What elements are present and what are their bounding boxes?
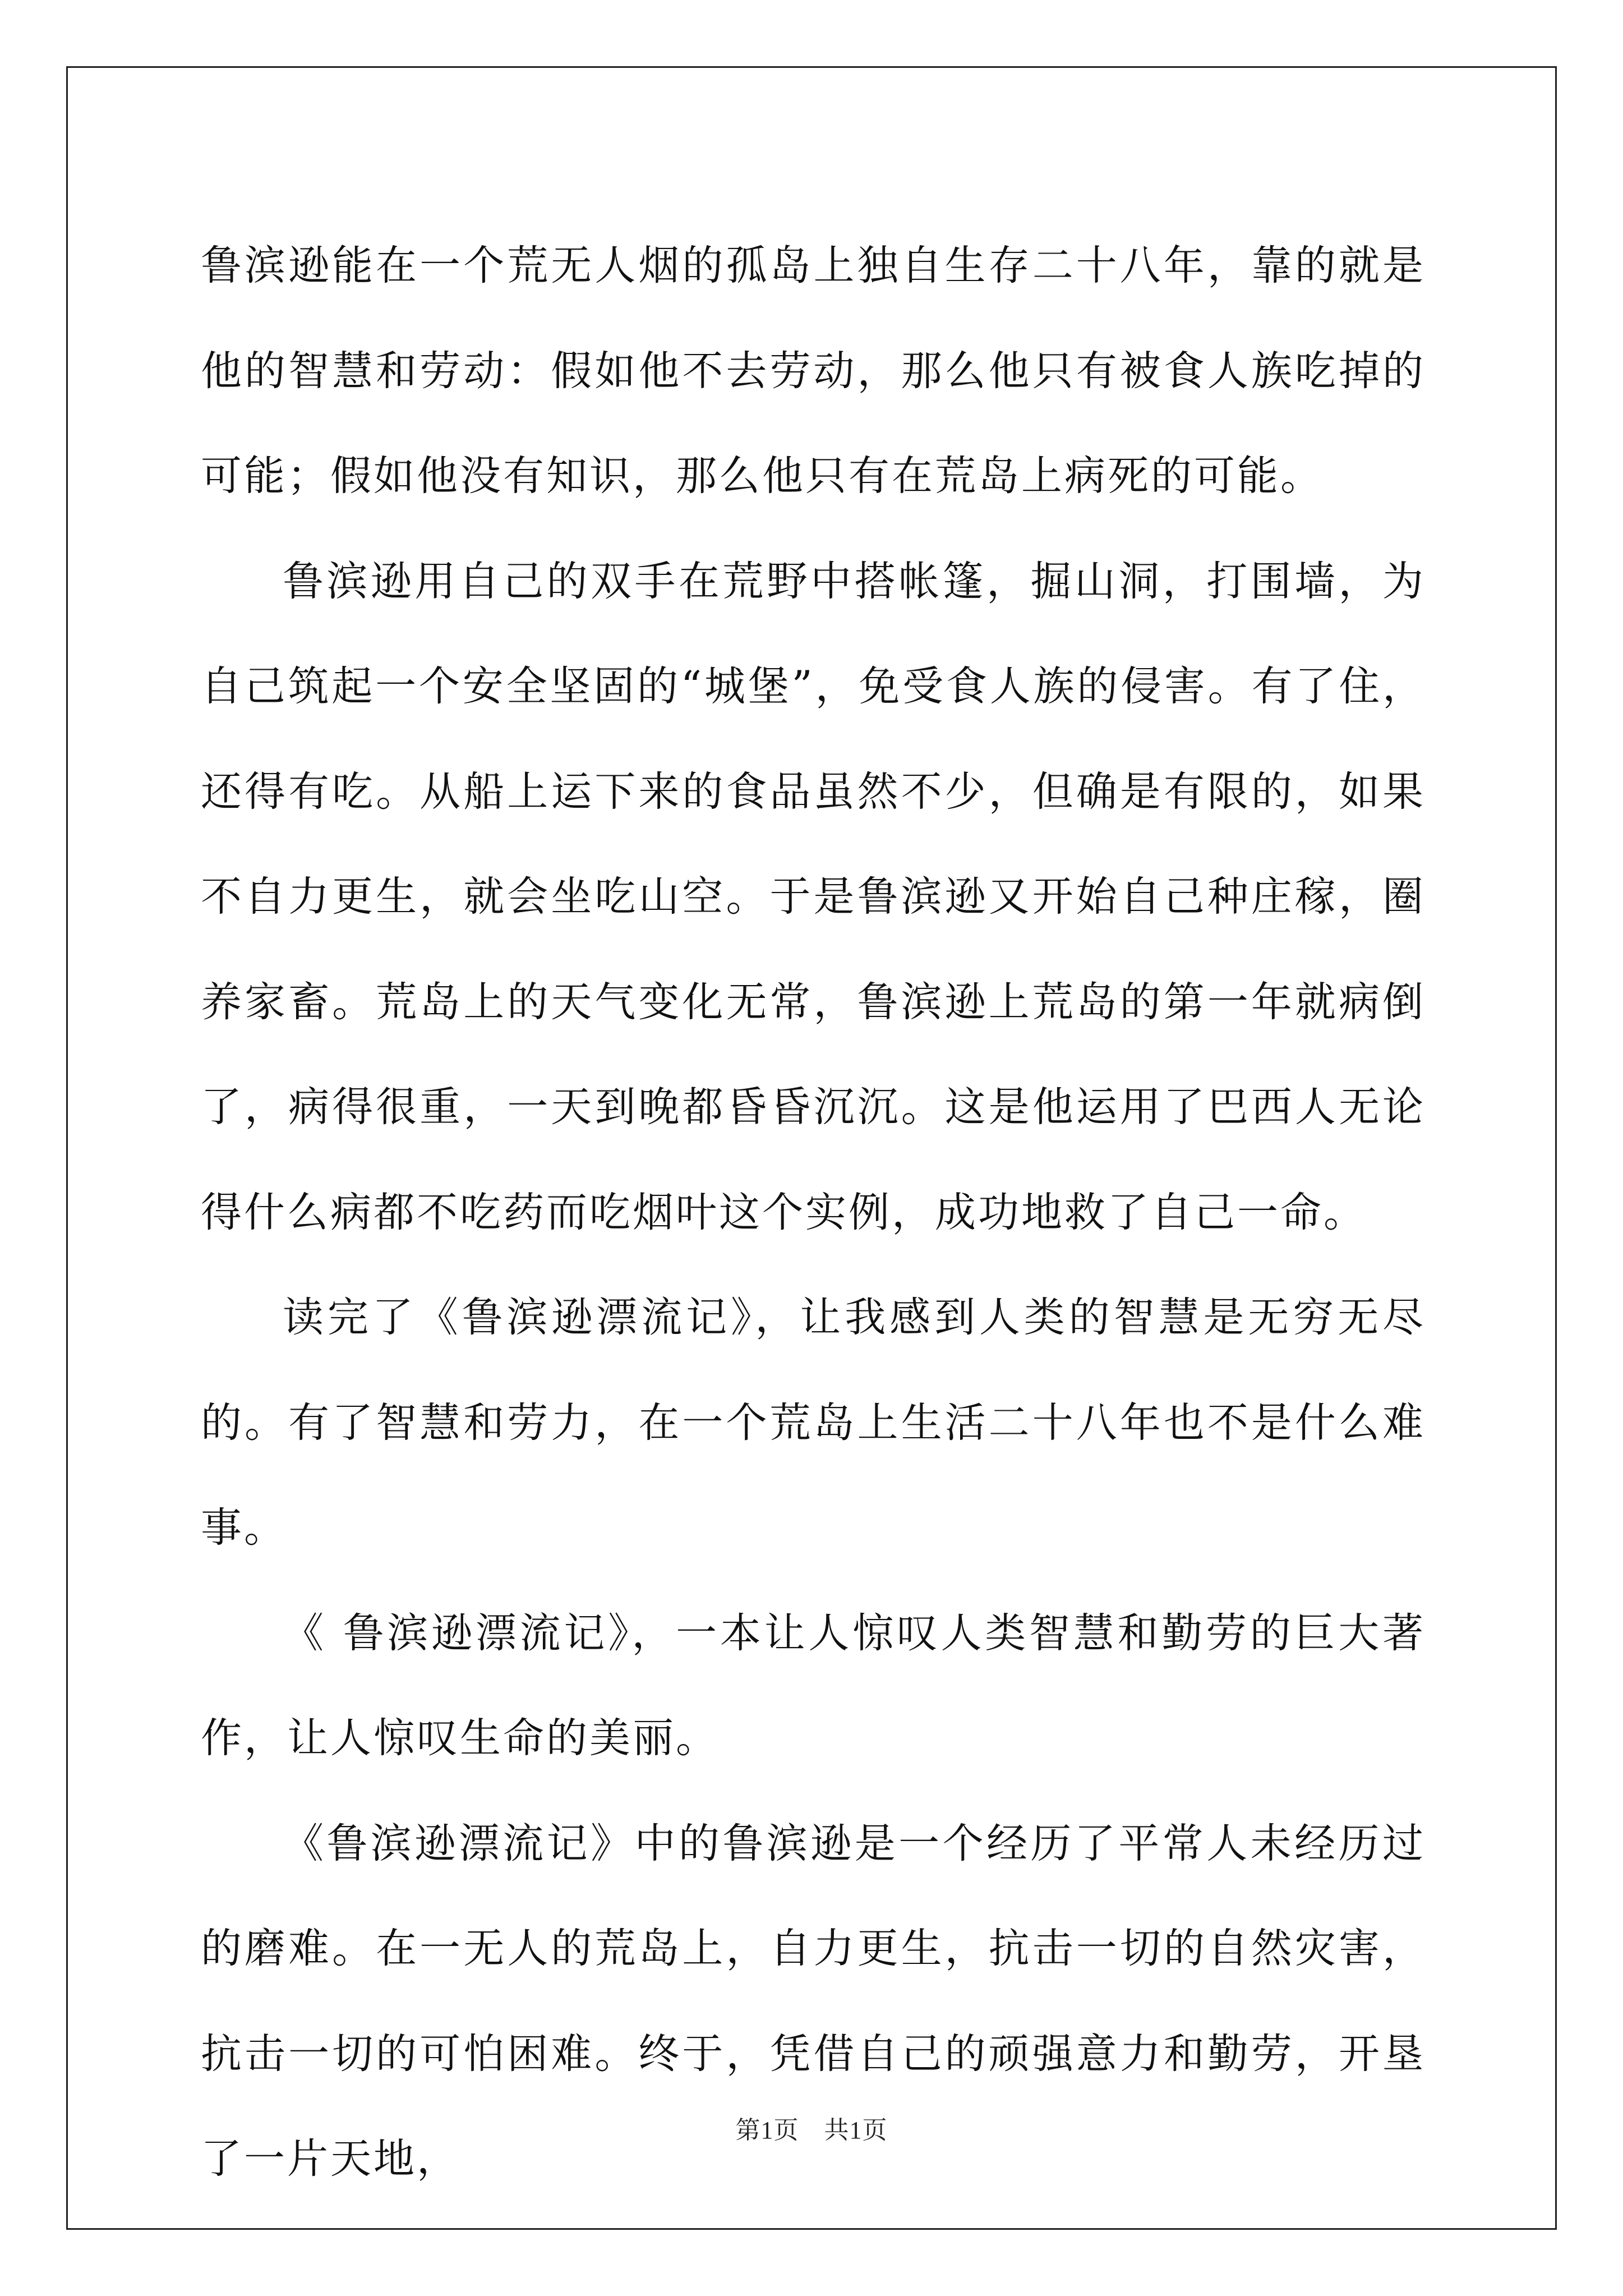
paragraph-2: 鲁滨逊用自己的双手在荒野中搭帐篷，掘山洞，打围墙，为自己筑起一个安全坚固的“城堡”，免受食人族的侵害。有了住，还得有吃。从船上运下来的食品虽然不少，但确是有限的，如果不自力更生，就会坐吃山空。于是鲁滨逊又开始自己种庄稼，圈养家畜。荒岛上的天气变化无常，鲁滨逊上荒岛的第一年就病倒了，病得很重，一天到晚都昏昏沉沉。这是他运用了巴西人无论得什么病都不吃药而吃烟叶这个实例，成功地救了自己一命。 <box>201 557 1426 1236</box>
paragraph-3: 读完了《鲁滨逊漂流记》，让我感到人类的智慧是无穷无尽的。有了智慧和劳力，在一个荒岛上生活二十八年也不是什么难事。 <box>201 1294 1426 1552</box>
document-body <box>201 213 1426 2212</box>
paragraph-4: 《 鲁滨逊漂流记》，一本让人惊叹人类智慧和勤劳的巨大著作，让人惊叹生命的美丽。 <box>201 1609 1426 1762</box>
paragraph-1: 鲁滨逊能在一个荒无人烟的孤岛上独自生存二十八年，靠的就是他的智慧和劳动：假如他不去劳动，那么他只有被食人族吃掉的可能；假如他没有知识，那么他只有在荒岛上病死的可能。 <box>201 242 1426 500</box>
paragraph-5: 《鲁滨逊漂流记》中的鲁滨逊是一个经历了平常人未经历过的磨难。在一无人的荒岛上，自力更生，抗击一切的自然灾害，抗击一切的可怕困难。终于，凭借自己的顽强意力和勤劳，开垦了一片天地， <box>201 1819 1426 2183</box>
page-number-footer: 第1页 共1页 <box>735 2116 888 2144</box>
